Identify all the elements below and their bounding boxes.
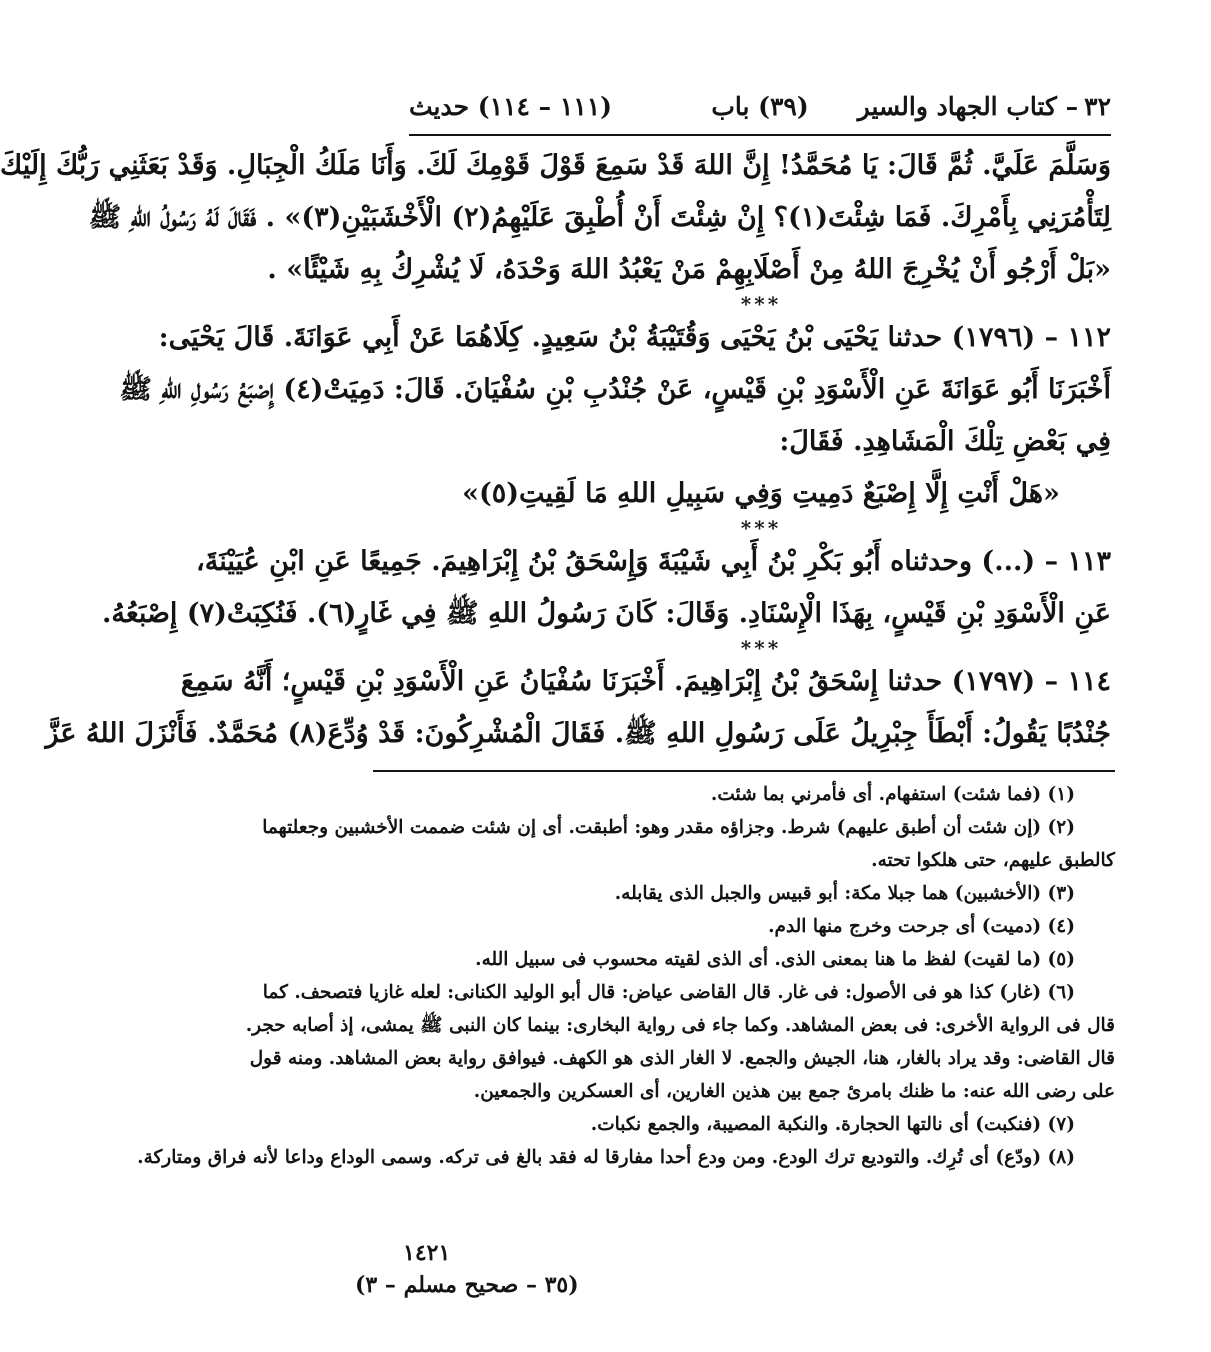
footnote-6: (٦) (غار) كذا هو فى الأصول: فى غار. قال القاضى عياض: قال أبو الوليد الكنانى: لعله غازيا فتصحف. كما bbox=[262, 982, 1075, 1003]
footnote-6-cont: قال فى الرواية الأخرى: فى بعض المشاهد. وكما جاء فى رواية البخارى: بينما كان النبى ﷺ يمشى، إذ أصابه حجر. bbox=[245, 1015, 1115, 1036]
hadith-114-line: ١١٤ – (١٧٩٧) حدثنا إِسْحَقُ بْنُ إِبْرَاهِيمَ. أَخْبَرَنَا سُفْيَانُ عَنِ الْأَسْوَدِ بْنِ قَيْسٍ؛ أَنَّهُ سَمِعَ bbox=[180, 666, 1111, 697]
footnote-rule bbox=[373, 770, 1115, 772]
verse-line: «هَلْ أَنْتِ إِلَّا إِصْبَعٌ دَمِيتِ وَفِي سَبِيلِ اللهِ مَا لَقِيتِ(٥)» bbox=[462, 478, 1060, 509]
printer-signature: (٣٥ – صحيح مسلم – ٣) bbox=[355, 1272, 579, 1298]
footnote-1: (١) (فما شئت) استفهام. أى فأمرني بما شئت. bbox=[710, 784, 1075, 805]
footnote-8: (٨) (ودّع) أى تُرِك. والتوديع ترك الودع. ومن ودع أحدا مفارقا له فقد بالغ فى تركه. وسمى الوداع وداعا لأنه فراق ومتاركة. bbox=[137, 1147, 1075, 1168]
hadith-separator: *** bbox=[740, 636, 782, 660]
text-line: عَنِ الْأَسْوَدِ بْنِ قَيْسٍ، بِهَذَا الْإِسْنَادِ. وَقَالَ: كَانَ رَسُولُ اللهِ ﷺ فِي غَارٍ(٦). فَنُكِبَتْ(٧) إِصْبَعُهُ. bbox=[101, 598, 1111, 629]
footnote-4: (٤) (دميت) أى جرحت وخرج منها الدم. bbox=[768, 916, 1075, 937]
main-text bbox=[0, 140, 1111, 760]
text-line: لِتَأْمُرَنِي بِأَمْرِكَ. فَمَا شِئْتَ(١)؟ إِنْ شِئْتَ أَنْ أُطْبِقَ عَلَيْهِمُ(٢) الْأَخْشَبَيْنِ(٣)» . فَقَالَ لَهُ رَسُولُ اللهِ ﷺ bbox=[88, 202, 1111, 233]
hadith-112-line: ١١٢ – (١٧٩٦) حدثنا يَحْيَى بْنُ يَحْيَى وَقُتَيْبَةُ بْنُ سَعِيدٍ. كِلَاهُمَا عَنْ أَبِي عَوَانَةَ. قَالَ يَحْيَى: bbox=[158, 322, 1111, 353]
footnote-2-cont: كالطبق عليهم، حتى هلكوا تحته. bbox=[871, 850, 1115, 871]
header-rule bbox=[409, 134, 1111, 136]
book-title: – كتاب الجهاد والسير bbox=[857, 91, 1079, 121]
running-header bbox=[409, 84, 1111, 128]
hadith-range: (١١١ – ١١٤) حديث bbox=[409, 91, 612, 121]
footnote-7: (٧) (فنكبت) أى نالتها الحجارة. والنكبة المصيبة، والجمع نكبات. bbox=[590, 1114, 1075, 1135]
text-line: «بَلْ أَرْجُو أَنْ يُخْرِجَ اللهُ مِنْ أَصْلَابِهِمْ مَنْ يَعْبُدُ اللهَ وَحْدَهُ، لَا يُشْرِكُ بِهِ شَيْئًا» . bbox=[267, 254, 1111, 285]
text-line: فِي بَعْضِ تِلْكَ الْمَشَاهِدِ. فَقَالَ: bbox=[779, 426, 1111, 457]
text-line: أَخْبَرَنَا أَبُو عَوَانَةَ عَنِ الْأَسْوَدِ بْنِ قَيْسٍ، عَنْ جُنْدُبِ بْنِ سُفْيَانَ. قَالَ: دَمِيَتْ(٤) إِصْبَعُ رَسُولِ اللهِ ﷺ bbox=[119, 374, 1111, 405]
footnote-2: (٢) (إن شئت أن أطبق عليهم) شرط. وجزاؤه مقدر وهو: أطبقت. أى إن شئت ضممت الأخشبين وجعلتهما bbox=[262, 817, 1075, 838]
hadith-separator: *** bbox=[740, 516, 782, 540]
footnotes bbox=[137, 778, 1115, 1174]
text-line: وَسَلَّمَ عَلَيَّ. ثُمَّ قَالَ: يَا مُحَمَّدُ! إِنَّ اللهَ قَدْ سَمِعَ قَوْلَ قَوْمِكَ لَكَ. وَأَنَا مَلَكُ الْجِبَالِ. وَقَدْ بَعَثَنِي رَبُّكَ إِلَيْكَ bbox=[0, 150, 1111, 181]
hadith-113-line: ١١٣ – (...) وحدثناه أَبُو بَكْرِ بْنُ أَبِي شَيْبَةَ وَإِسْحَقُ بْنُ إِبْرَاهِيمَ. جَمِيعًا عَنِ ابْنِ عُيَيْنَةَ، bbox=[196, 546, 1111, 577]
footnote-3: (٣) (الأخشبين) هما جبلا مكة: أبو قبيس والجبل الذى يقابله. bbox=[614, 883, 1075, 904]
page-ref: ٣٢ bbox=[1084, 91, 1111, 121]
footnote-6-cont: قال القاضى: وقد يراد بالغار، هنا، الجيش والجمع. لا الغار الذى هو الكهف. فيوافق رواية بعض المشاهد. ومنه قول bbox=[249, 1048, 1115, 1069]
chapter-label: (٣٩) باب bbox=[711, 91, 809, 121]
footnote-5: (٥) (ما لقيت) لفظ ما هنا بمعنى الذى. أى الذى لقيته محسوب فى سبيل الله. bbox=[475, 949, 1075, 970]
footnote-6-cont: على رضى الله عنه: ما ظنك بامرئ جمع بين هذين الغارين، أى العسكرين والجمعين. bbox=[473, 1081, 1115, 1102]
page-number: ١٤٢١ bbox=[403, 1240, 451, 1266]
hadith-separator: *** bbox=[740, 292, 782, 316]
header-book-title bbox=[858, 92, 1111, 121]
text-line: جُنْدُبًا يَقُولُ: أَبْطَأَ جِبْرِيلُ عَلَى رَسُولِ اللهِ ﷺ. فَقَالَ الْمُشْرِكُونَ: قَدْ وُدِّعَ(٨) مُحَمَّدٌ. فَأَنْزَلَ اللهُ عَزَّ bbox=[45, 718, 1111, 749]
